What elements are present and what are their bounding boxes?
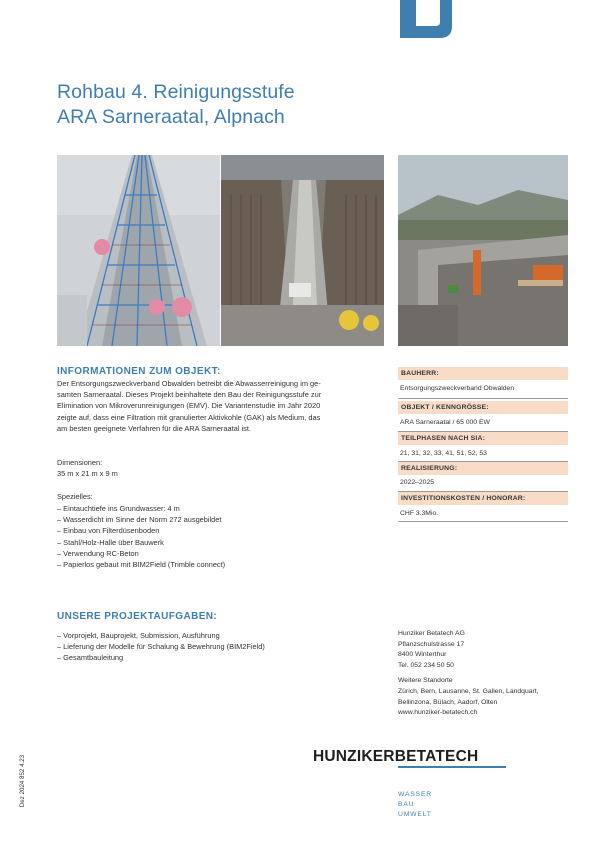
rebar-construction-photo	[221, 155, 384, 346]
sidebar-value-object: ARA Sarneraatal / 65 000 EW	[400, 419, 490, 426]
bim-model-image	[57, 155, 220, 346]
info-line: am besten geeignete Verfahren für die ARA Sarneraatal ist.	[57, 423, 251, 433]
list-item: – Stahl/Holz-Halle über Bauwerk	[57, 537, 164, 547]
dimensions-label: Dimensionen:	[57, 458, 103, 467]
list-item: – Verwendung RC-Beton	[57, 548, 139, 558]
list-item: – Wasserdicht im Sinne der Norm 272 ausgebildet	[57, 515, 222, 525]
sidebar-label-realisation: REALISIERUNG:	[398, 462, 568, 475]
brand-underline	[398, 766, 506, 768]
info-line: zeigte auf, dass eine Filtration mit granulierter Aktivkohle (GAK) als Medium, das	[57, 412, 321, 422]
brand-name-part-2: BETATECH	[394, 748, 479, 765]
sidebar-label-phases: TEILPHASEN NACH SIA:	[398, 432, 568, 445]
sidebar-label-client: BAUHERR:	[398, 367, 568, 380]
list-item: – Papierlos gebaut mit BIM2Field (Trimble connect)	[57, 560, 226, 570]
divider	[398, 521, 568, 522]
company-street: Pflanzschulstrasse 17	[398, 640, 465, 648]
contact-block	[398, 629, 539, 719]
list-item: – Eintauchtiefe ins Grundwasser: 4 m	[57, 504, 180, 513]
info-paragraph	[57, 378, 387, 434]
site-overview-photo	[398, 155, 568, 346]
document-code: Dez 2024 852 4.23	[19, 754, 26, 808]
dimensions-value: 35 m x 21 m x 9 m	[57, 469, 118, 478]
list-item: – Lieferung der Modelle für Schalung & Bewehrung (BIM2Field)	[57, 642, 265, 652]
sidebar-value-phases: 21, 31, 32, 33, 41, 51, 52, 53	[400, 450, 487, 457]
locations-line-1: Zürich, Bern, Lausanne, St. Gallen, Landquart,	[398, 687, 539, 695]
company-phone: Tel. 052 234 50 50	[398, 661, 454, 669]
sidebar-label-object: OBJEKT / KENNGRÖSSE:	[398, 401, 568, 414]
list-item: – Vorprojekt, Bauprojekt, Submission, Ausführung	[57, 631, 220, 640]
special-list	[57, 503, 225, 570]
brand-claim	[398, 790, 432, 820]
page-title-line-1: Rohbau 4. Reinigungsstufe	[57, 81, 295, 103]
list-item: – Einbau von Filterdüsenboden	[57, 526, 160, 536]
page-title-line-2: ARA Sarneraatal, Alpnach	[57, 106, 285, 128]
special-label: Spezielles:	[57, 492, 93, 501]
info-line: Elimination von Mikroverunreinigungen (EMV). Die Variantenstudie im Jahr 2020	[57, 401, 321, 411]
brand-mark-icon	[400, 0, 466, 44]
company-city: 8400 Winterthur	[398, 651, 447, 659]
sidebar-value-realisation: 2022–2025	[400, 479, 435, 486]
info-line: Der Entsorgungszweckverband Obwalden betreibt die Abwasserreinigung im ge-	[57, 379, 321, 388]
info-heading: INFORMATIONEN ZUM OBJEKT:	[57, 366, 221, 377]
brand-word: UMWELT	[398, 811, 432, 818]
sidebar-value-costs: CHF 3.3Mio.	[400, 510, 439, 517]
locations-label: Weitere Standorte	[398, 677, 453, 685]
company-name: Hunziker Betatech AG	[398, 630, 465, 637]
list-item: – Gesamtbauleitung	[57, 653, 124, 663]
brand-word: WASSER	[398, 791, 433, 798]
brand-logo	[313, 748, 478, 768]
sidebar-value-client: Entsorgungszweckverband Obwalden	[400, 385, 515, 392]
locations-line-2: Bellinzona, Bülach, Aadorf, Olten	[398, 698, 498, 706]
sidebar-label-costs: INVESTITIONSKOSTEN / HONORAR:	[398, 492, 568, 505]
divider	[398, 398, 568, 399]
company-website-link[interactable]: www.hunziker-betatech.ch	[398, 709, 478, 717]
tasks-list	[57, 630, 265, 664]
tasks-heading: UNSERE PROJEKTAUFGABEN:	[57, 611, 218, 622]
brand-word: BAU	[398, 801, 415, 808]
brand-name-part-1: HUNZIKER	[313, 748, 395, 765]
info-line: samten Sarneraatal. Dieses Projekt beinhaltete den Bau der Reinigungsstufe zur	[57, 390, 322, 400]
